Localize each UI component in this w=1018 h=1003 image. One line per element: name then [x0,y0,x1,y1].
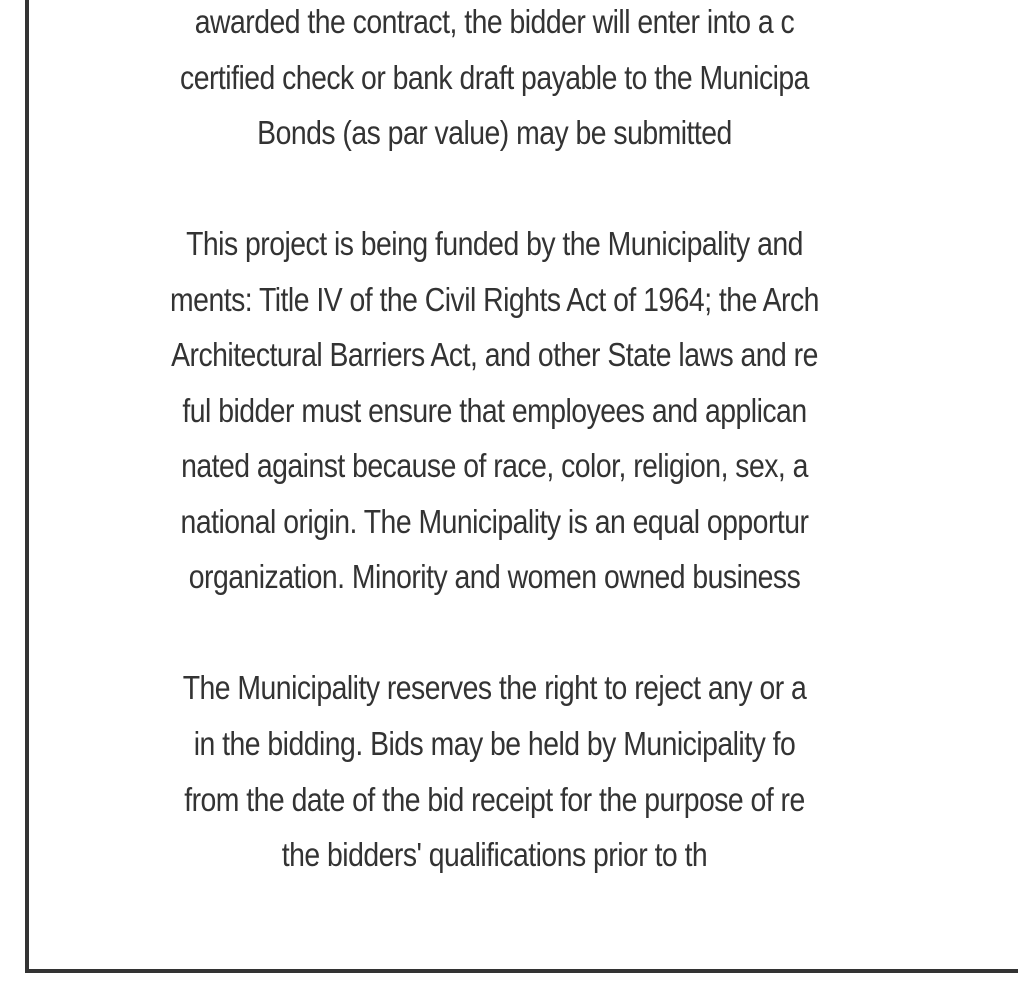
text-line: from the date of the bid receipt for the purpose of re [184,781,805,818]
text-line: The Municipality reserves the right to reject any or a [182,669,807,706]
text-line: Architectural Barriers Act, and other State laws and re [171,336,818,373]
text-line: ful bidder must ensure that employees and applican [182,392,807,429]
text-line: national origin. The Municipality is an equal opportur [180,503,809,540]
text-line: organization. Minority and women owned business [188,558,801,595]
text-line: This project is being funded by the Municipality and [186,225,803,262]
text-line: ments: Title IV of the Civil Rights Act of 1964; the Arch [170,281,819,318]
text-line: Bonds (as par value) may be submitted [257,114,732,151]
text-line: awarded the contract, the bidder will enter into a c [194,3,795,40]
text-line: certified check or bank draft payable to the Municipa [180,59,809,96]
text-line: the bidders' qualifications prior to th [281,836,708,873]
text-line: in the bidding. Bids may be held by Municipality fo [193,725,796,762]
text-line: nated against because of race, color, religion, sex, a [181,447,808,484]
